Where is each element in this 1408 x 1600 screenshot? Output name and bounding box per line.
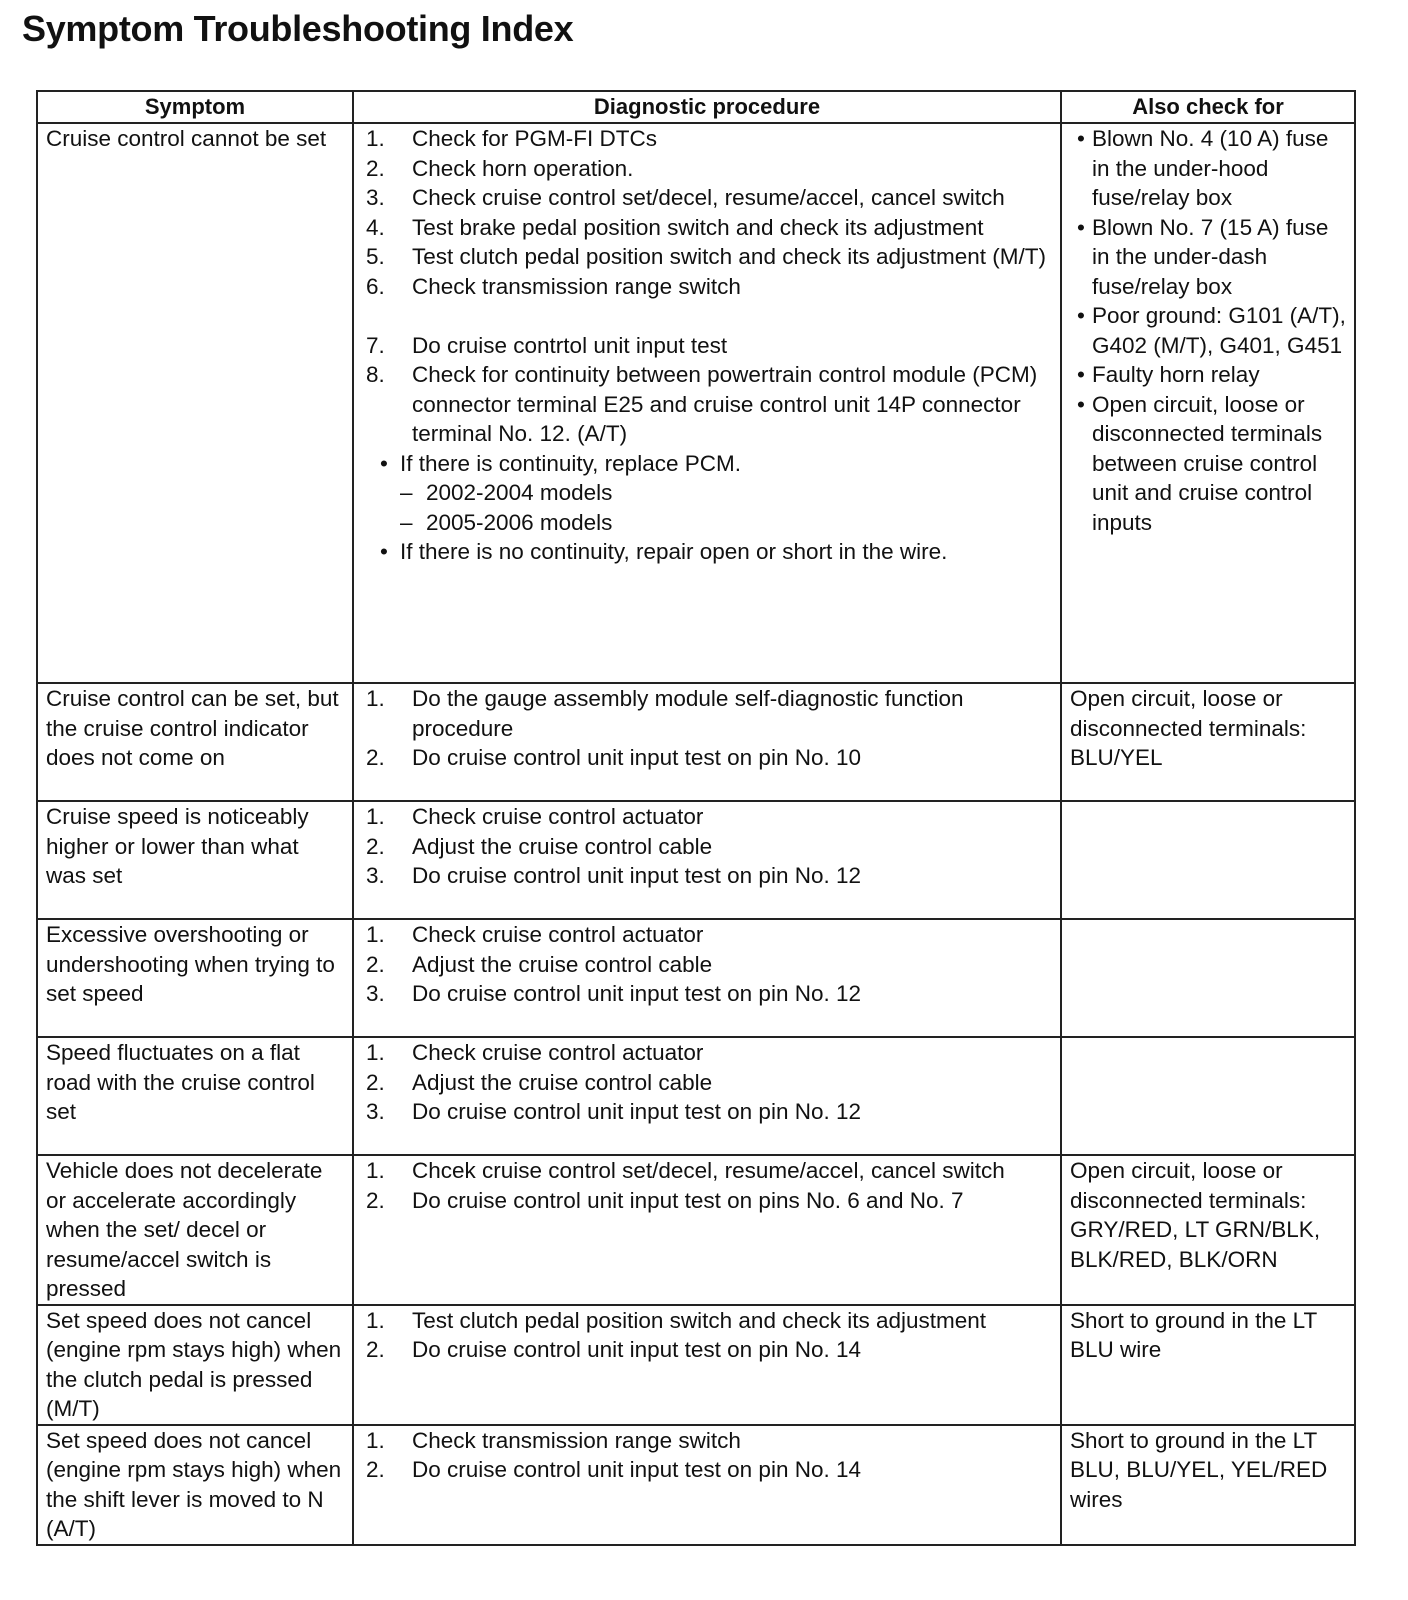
step-text: Check transmission range switch <box>412 1427 741 1453</box>
step-body <box>412 1038 1052 1068</box>
also-check-text: Open circuit, loose or disconnected terminals between cruise control unit and cruise control inputs <box>1092 391 1323 535</box>
also-check-cell <box>1061 123 1355 683</box>
procedure-step <box>362 242 1052 272</box>
symptom-text: Set speed does not cancel (engine rpm stays high) when the shift lever is moved to N (A/T) <box>46 1427 342 1541</box>
step-number: 2. <box>366 1187 385 1213</box>
dash-icon: – <box>400 480 413 505</box>
procedure-step <box>362 1097 1052 1127</box>
header-diagnostic-procedure: Diagnostic procedure <box>353 91 1061 123</box>
symptom-text: Excessive overshooting or undershooting when trying to set speed <box>46 922 335 1006</box>
procedure-step <box>362 1038 1052 1068</box>
step-sub-item <box>366 537 1052 567</box>
sub-body <box>400 449 741 479</box>
step-text: Check for continuity between powertrain control module (PCM) connector terminal E25 and cruise control unit 14P connector terminal No. 12. (A/T) <box>412 362 1038 446</box>
symptom-cell <box>37 1305 353 1425</box>
procedure-step <box>362 979 1052 1009</box>
symptom-troubleshooting-table <box>36 90 1356 1546</box>
also-check-item <box>1070 301 1346 360</box>
sub-text: If there is no continuity, repair open or short in the wire. <box>400 539 948 564</box>
step-body <box>412 1455 1052 1485</box>
symptom-text: Cruise speed is noticeably higher or lower than what was set <box>46 804 309 888</box>
symptom-cell <box>37 1037 353 1155</box>
procedure-step <box>362 124 1052 154</box>
step-text: Adjust the cruise control cable <box>412 833 713 859</box>
step-text: Do cruise control unit input test on pin No. 14 <box>412 1337 862 1362</box>
procedure-step <box>362 684 1052 743</box>
step-number: 3. <box>366 185 385 210</box>
bullet-icon: • <box>1077 214 1085 240</box>
diagnostic-procedure-cell <box>353 1425 1061 1545</box>
step-body <box>412 802 1052 832</box>
also-check-item <box>1070 124 1346 213</box>
also-check-cell <box>1061 1425 1355 1545</box>
procedure-step <box>362 1455 1052 1485</box>
step-number: 3. <box>366 981 385 1006</box>
step-sub-sub-item <box>366 508 1052 538</box>
also-check-text: Short to ground in the LT BLU wire <box>1070 1307 1317 1362</box>
step-text: Test clutch pedal position switch and check its adjustment <box>412 1307 987 1333</box>
step-body <box>412 1097 1052 1127</box>
also-check-item <box>1070 213 1346 302</box>
step-body <box>412 1068 1052 1098</box>
step-body <box>412 183 1052 213</box>
step-sub-item <box>366 449 1052 479</box>
step-number: 1. <box>366 804 385 829</box>
step-text: Do cruise contrtol unit input test <box>412 332 728 358</box>
also-check-item <box>1070 390 1346 538</box>
table-row <box>37 919 1355 1037</box>
also-check-text: Blown No. 4 (10 A) fuse in the under-hood fuse/relay box <box>1092 126 1329 210</box>
diagnostic-procedure-cell <box>353 1037 1061 1155</box>
table-row <box>37 1425 1355 1545</box>
step-number: 8. <box>366 362 385 387</box>
sub-body <box>400 537 947 567</box>
also-check-text: Open circuit, loose or disconnected terminals: GRY/RED, LT GRN/BLK, BLK/RED, BLK/ORN <box>1070 1158 1321 1272</box>
step-number: 1. <box>366 1307 385 1333</box>
symptom-cell <box>37 801 353 919</box>
symptom-cell <box>37 123 353 683</box>
bullet-icon: • <box>1077 362 1085 387</box>
step-number: 1. <box>366 126 385 151</box>
step-body <box>412 684 1052 743</box>
procedure-step <box>362 861 1052 891</box>
step-number: 1. <box>366 1427 385 1453</box>
diagnostic-procedure-cell <box>353 1305 1061 1425</box>
sub-sub-text: 2002-2004 models <box>426 480 613 505</box>
step-text: Do cruise control unit input test on pin No. 10 <box>412 745 862 770</box>
step-body <box>412 1335 1052 1365</box>
step-text: Test brake pedal position switch and check its adjustment <box>412 214 984 240</box>
step-text: Check cruise control set/decel, resume/accel, cancel switch <box>412 185 1005 210</box>
step-body <box>412 272 1052 302</box>
step-text: Test clutch pedal position switch and check its adjustment (M/T) <box>412 244 1047 269</box>
step-text: Check cruise control actuator <box>412 804 704 829</box>
step-number: 7. <box>366 332 385 358</box>
table-row <box>37 123 1355 683</box>
step-text: Do cruise control unit input test on pin No. 12 <box>412 981 862 1006</box>
step-text: Check cruise control actuator <box>412 1040 704 1065</box>
procedure-step <box>362 213 1052 243</box>
step-text: Do cruise control unit input test on pins No. 6 and No. 7 <box>412 1187 964 1213</box>
step-text: Check for PGM-FI DTCs <box>412 126 658 151</box>
step-text: Do cruise control unit input test on pin No. 12 <box>412 1099 862 1124</box>
also-check-text: Faulty horn relay <box>1092 362 1260 387</box>
also-check-cell <box>1061 1037 1355 1155</box>
header-also-check-for: Also check for <box>1061 91 1355 123</box>
step-body <box>412 331 1052 361</box>
step-number: 3. <box>366 1099 385 1124</box>
symptom-cell <box>37 683 353 801</box>
step-body <box>412 832 1052 862</box>
symptom-text: Vehicle does not decelerate or accelerate accordingly when the set/ decel or resume/accel switch is pressed <box>46 1158 323 1301</box>
step-body <box>380 360 1052 567</box>
procedure-step <box>362 331 1052 361</box>
symptom-text: Set speed does not cancel (engine rpm stays high) when the clutch pedal is pressed (M/T) <box>46 1307 342 1421</box>
step-body <box>412 124 1052 154</box>
step-sub-sub-item <box>366 478 1052 508</box>
step-body <box>412 920 1052 950</box>
step-body <box>412 743 1052 773</box>
step-body <box>412 213 1052 243</box>
step-text: Adjust the cruise control cable <box>412 951 713 977</box>
step-number: 2. <box>366 1457 385 1482</box>
step-body <box>412 242 1052 272</box>
step-number: 2. <box>366 1337 385 1362</box>
step-text: Check transmission range switch <box>412 273 741 299</box>
procedure-step <box>362 360 1052 567</box>
header-symptom: Symptom <box>37 91 353 123</box>
step-body <box>412 1156 1052 1186</box>
procedure-step <box>362 832 1052 862</box>
symptom-text: Cruise control cannot be set <box>46 126 327 151</box>
procedure-step <box>362 272 1052 302</box>
step-number: 1. <box>366 922 385 947</box>
procedure-step <box>362 1426 1052 1456</box>
procedure-step <box>362 1335 1052 1365</box>
procedure-step <box>362 920 1052 950</box>
table-row <box>37 1155 1355 1305</box>
step-text: Do cruise control unit input test on pin No. 14 <box>412 1457 862 1482</box>
symptom-cell <box>37 1425 353 1545</box>
diagnostic-procedure-cell <box>353 801 1061 919</box>
step-body <box>412 950 1052 980</box>
procedure-step <box>362 1306 1052 1336</box>
step-number: 2. <box>366 155 385 181</box>
procedure-step <box>362 1068 1052 1098</box>
step-number: 2. <box>366 833 385 859</box>
bullet-icon: • <box>380 539 388 564</box>
also-check-cell <box>1061 1155 1355 1305</box>
step-number: 1. <box>366 1040 385 1065</box>
bullet-icon: • <box>1077 303 1085 328</box>
step-number: 2. <box>366 1069 385 1095</box>
step-body <box>412 979 1052 1009</box>
step-number: 5. <box>366 244 385 269</box>
table-row <box>37 683 1355 801</box>
bullet-icon: • <box>1077 126 1085 151</box>
procedure-step <box>362 802 1052 832</box>
sub-sub-text: 2005-2006 models <box>426 509 613 535</box>
also-check-text: Open circuit, loose or disconnected terminals: BLU/YEL <box>1070 686 1307 770</box>
procedure-step <box>362 743 1052 773</box>
step-text: Do the gauge assembly module self-diagnostic function procedure <box>412 686 964 741</box>
sub-text: If there is continuity, replace PCM. <box>400 450 741 476</box>
step-number: 1. <box>366 1158 385 1183</box>
procedure-step <box>362 1186 1052 1216</box>
spacer <box>362 301 1052 331</box>
table-row <box>37 1037 1355 1155</box>
also-check-cell <box>1061 801 1355 919</box>
also-check-cell <box>1061 919 1355 1037</box>
page-title: Symptom Troubleshooting Index <box>22 8 574 49</box>
step-body <box>412 1186 1052 1216</box>
diagnostic-procedure-cell <box>353 123 1061 683</box>
step-body <box>412 154 1052 184</box>
step-number: 2. <box>366 951 385 977</box>
step-body <box>412 1426 1052 1456</box>
also-check-text: Poor ground: G101 (A/T), G402 (M/T), G401, G451 <box>1092 303 1346 358</box>
step-number: 2. <box>366 745 385 770</box>
step-text: Check cruise control actuator <box>412 922 704 947</box>
table-header-row <box>37 91 1355 123</box>
step-text: Do cruise control unit input test on pin No. 12 <box>412 863 862 888</box>
step-number: 6. <box>366 273 385 299</box>
step-number: 1. <box>366 686 385 711</box>
also-check-cell <box>1061 683 1355 801</box>
diagnostic-procedure-cell <box>353 1155 1061 1305</box>
also-check-text: Blown No. 7 (15 A) fuse in the under-dash fuse/relay box <box>1092 214 1329 299</box>
dash-icon: – <box>400 509 413 535</box>
procedure-step <box>362 183 1052 213</box>
procedure-step <box>362 1156 1052 1186</box>
step-number: 3. <box>366 863 385 888</box>
symptom-cell <box>37 919 353 1037</box>
procedure-step <box>362 950 1052 980</box>
diagnostic-procedure-cell <box>353 683 1061 801</box>
step-text: Adjust the cruise control cable <box>412 1069 713 1095</box>
table-row <box>37 801 1355 919</box>
bullet-icon: • <box>1077 391 1085 417</box>
step-body <box>412 861 1052 891</box>
bullet-icon: • <box>380 450 388 476</box>
symptom-text: Speed fluctuates on a flat road with the cruise control set <box>46 1040 315 1124</box>
table-row <box>37 1305 1355 1425</box>
also-check-item <box>1070 360 1346 390</box>
symptom-cell <box>37 1155 353 1305</box>
procedure-step <box>362 154 1052 184</box>
step-body <box>412 1306 1052 1336</box>
step-number: 4. <box>366 214 385 240</box>
step-text: Check horn operation. <box>412 155 634 181</box>
diagnostic-procedure-cell <box>353 919 1061 1037</box>
also-check-cell <box>1061 1305 1355 1425</box>
also-check-text: Short to ground in the LT BLU, BLU/YEL, YEL/RED wires <box>1070 1427 1328 1512</box>
step-text: Chcek cruise control set/decel, resume/accel, cancel switch <box>412 1158 1005 1183</box>
symptom-text: Cruise control can be set, but the cruise control indicator does not come on <box>46 686 339 770</box>
